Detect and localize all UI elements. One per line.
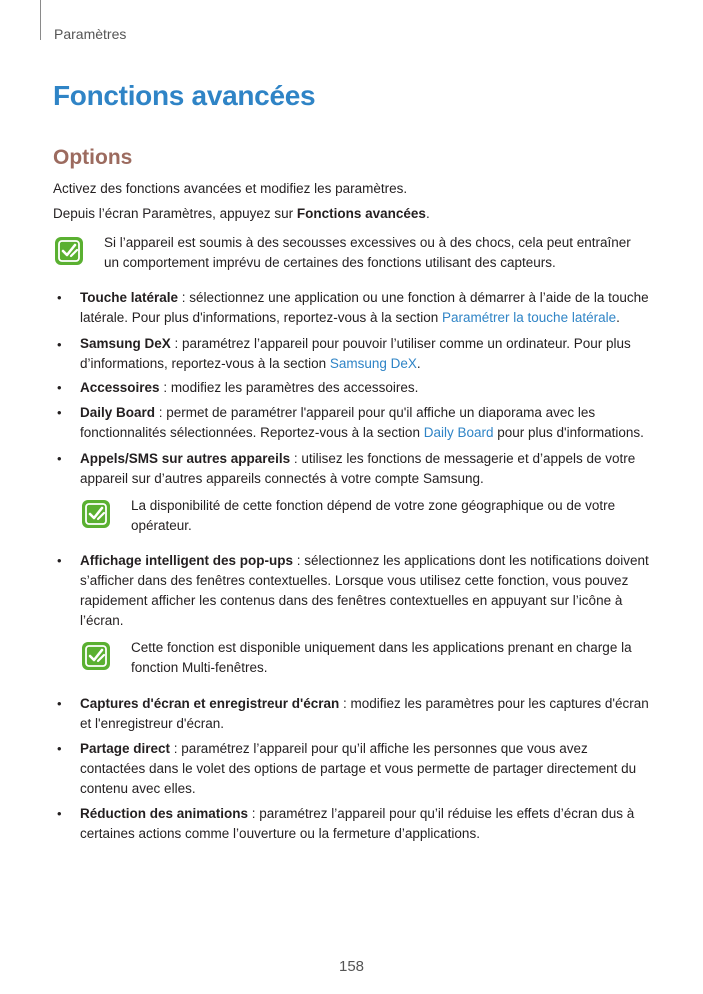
bullet-marker: • bbox=[57, 380, 62, 395]
section-heading: Options bbox=[53, 146, 133, 169]
link-touche-laterale[interactable]: Paramétrer la touche latérale bbox=[442, 310, 617, 325]
note-check-icon bbox=[54, 236, 84, 266]
intro-instruction: Depuis l’écran Paramètres, appuyez sur Fonctions avancées. bbox=[53, 206, 430, 221]
bullet-marker: • bbox=[57, 806, 62, 821]
list-item: Réduction des animations : paramétrez l’appareil pour qu’il réduise les effets d’écran dus à certaines actions comme l’ouverture ou la fermeture d’applications. bbox=[80, 806, 635, 841]
list-item: Accessoires : modifiez les paramètres des accessoires. bbox=[80, 380, 419, 395]
note-text: Cette fonction est disponible uniquement dans les applications prenant en charge la fonction Multi-fenêtres. bbox=[131, 640, 632, 675]
list-item: Daily Board : permet de paramétrer l'appareil pour qu'il affiche un diaporama avec les fonctionnalités sélectionnées. Reportez-vous à la section Daily Board pour plus d'informations. bbox=[80, 405, 644, 440]
intro-text: Activez des fonctions avancées et modifiez les paramètres. bbox=[53, 181, 408, 196]
link-samsung-dex[interactable]: Samsung DeX bbox=[329, 356, 417, 371]
header-divider bbox=[40, 0, 41, 40]
bullet-marker: • bbox=[57, 405, 62, 420]
note-check-icon bbox=[81, 499, 111, 529]
bullet-marker: • bbox=[57, 696, 62, 711]
page-title: Fonctions avancées bbox=[53, 80, 316, 111]
note-text: Si l’appareil est soumis à des secousses excessives ou à des chocs, cela peut entraîner un comportement imprévu de certaines des fonctions utilisant des capteurs. bbox=[104, 235, 631, 270]
bullet-marker: • bbox=[57, 337, 62, 352]
bullet-marker: • bbox=[57, 553, 62, 568]
list-item: Captures d'écran et enregistreur d'écran : modifiez les paramètres pour les captures d'écran et l'enregistreur d'écran. bbox=[80, 696, 649, 731]
bullet-marker: • bbox=[57, 451, 62, 466]
intro-bold-term: Fonctions avancées bbox=[296, 206, 426, 221]
list-item: Touche latérale : sélectionnez une application ou une fonction à démarrer à l’aide de la touche latérale. Pour plus d'informations, reportez-vous à la section Paramétrer la touche latérale. bbox=[80, 290, 649, 325]
bullet-marker: • bbox=[57, 290, 62, 305]
list-item: Partage direct : paramétrez l’appareil pour qu’il affiche les personnes que vous avez contactées dans le volet des options de partage et vous permette de partager directement du contenu avec elles. bbox=[80, 741, 637, 796]
note-text: La disponibilité de cette fonction dépend de votre zone géographique ou de votre opérateur. bbox=[131, 498, 616, 533]
list-item: Affichage intelligent des pop-ups : sélectionnez les applications dont les notifications doivent s’afficher dans des fenêtres contextuelles. Lorsque vous utilisez cette fonction, vous pouvez rapidement afficher les contenus dans des fenêtres contextuelles en appuyant sur l’icône à l’écran. bbox=[80, 553, 649, 628]
page-number: 158 bbox=[338, 958, 365, 975]
bullet-marker: • bbox=[57, 741, 62, 756]
list-item: Samsung DeX : paramétrez l’appareil pour pouvoir l’utiliser comme un ordinateur. Pour plus d’informations, reportez-vous à la section Samsung DeX. bbox=[80, 336, 631, 371]
breadcrumb: Paramètres bbox=[54, 26, 127, 42]
note-check-icon bbox=[81, 641, 111, 671]
link-daily-board[interactable]: Daily Board bbox=[423, 425, 494, 440]
list-item: Appels/SMS sur autres appareils : utilisez les fonctions de messagerie et d’appels de votre appareil sur d’autres appareils connectés à votre compte Samsung. bbox=[80, 451, 636, 486]
